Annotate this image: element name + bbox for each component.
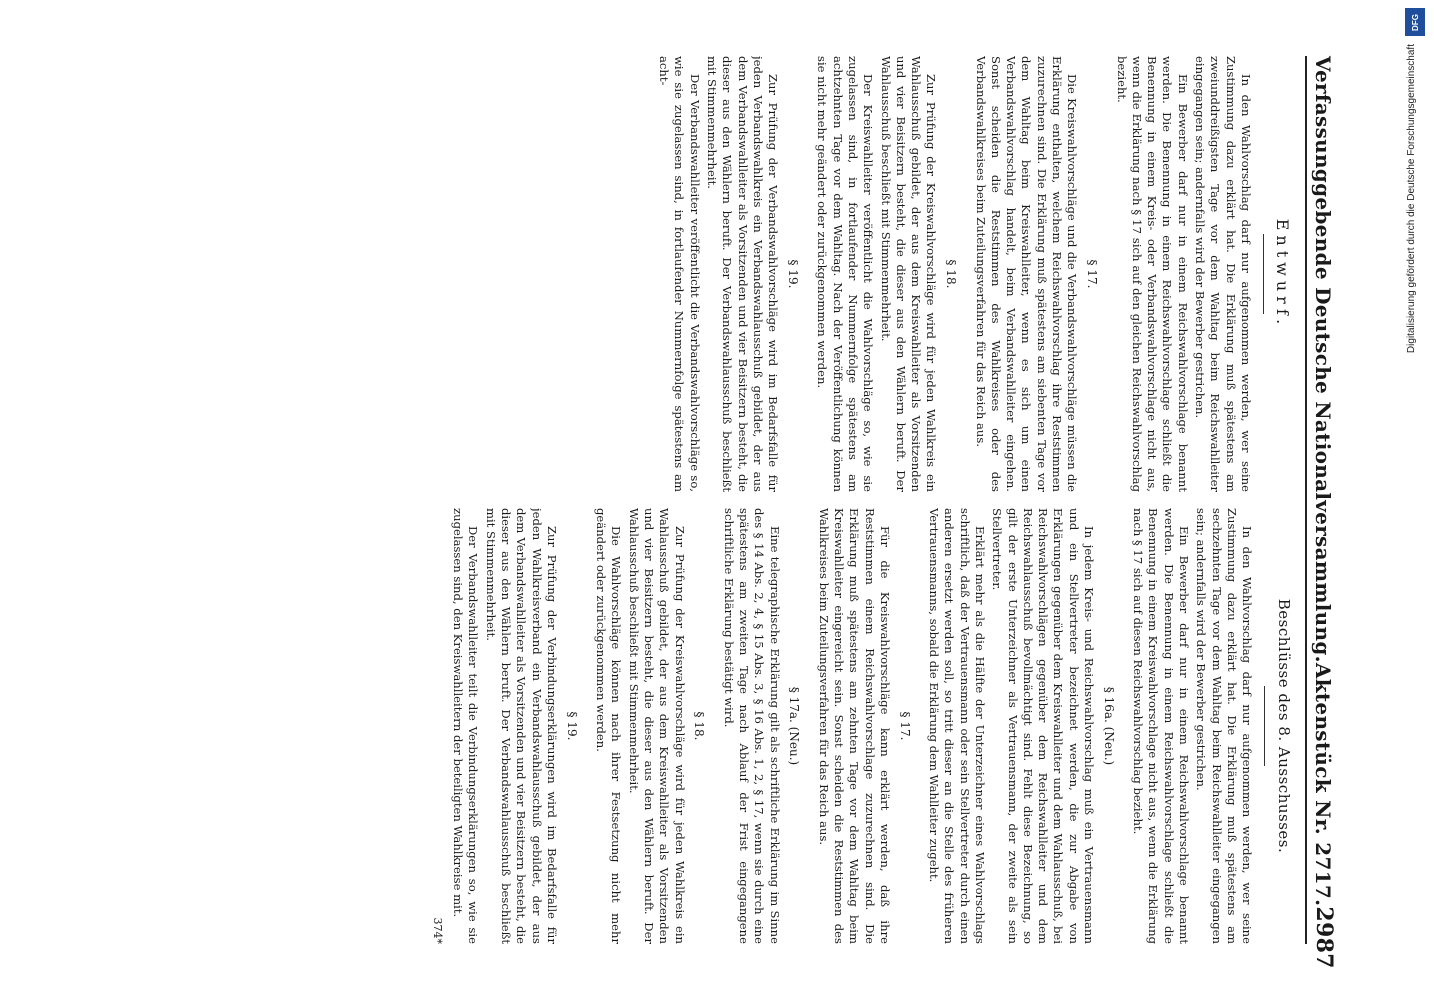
left-column-heading: Entwurf. [1273,218,1292,330]
page-number: 2987 [1311,906,1337,969]
paragraph: Ein Bewerber darf nur in einem Reichswahlvorschlage benannt werden. Die Benennung in einem Reichswahlvorschlage schließt die Benennung in einem Kreis- oder Verbandswahlvorschlage nicht aus, wenn die Erklärung nach § 17 sich auf den gleichen Reichswahlvorschlag bezieht. [1114,56,1190,492]
section-number: § 18. [944,259,959,289]
paragraph: Zur Prüfung der Kreiswahlvorschläge wird für jeden Wahlkreis ein Wahlausschuß gebildet, der aus dem Kreiswahlleiter als Vorsitzenden und vier Beisitzern besteht, die dieser aus den Wählern beruft. Der Wahlausschuß beschließt mit Stimmenmehrheit. [626,508,687,944]
paragraph: In den Wahlvorschlag darf nur aufgenommen werden, wer seine Zustimmung dazu erklärt hat. Die Erklärung muß spätestens am zweiunddreißigsten Tage vor dem Wahltag beim Reichswahlleiter eingegangen sein; andernfalls wird der Bewerber gestrichen. [1193,56,1253,492]
left-column [47,56,1297,492]
section-number: § 18. [692,711,707,741]
header-left: Verfassunggebende Deutsche Nationalversammlung. [1311,56,1335,663]
paragraph: Zur Prüfung der Verbandswahlvorschläge wird im Bedarfsfalle für jeden Verbandswahlkreis ein Verbandswahlausschuß gebildet, der aus dem Verbandswahlleiter als Vorsitzenden und vier Beisitzern besteht, die dieser aus den Wählern beruft. Der Verbandswahlausschuß beschließt mit Stimmenmehrheit. [705,56,781,492]
paragraph: Die Kreiswahlvorschläge und die Verbandswahlvorschläge müssen die Erklärung enthalten, welchem Reichswahlvorschlag ihre Reststimmen zuzurechnen sind. Die Erklärung muß spätestens am siebenten Tage vor dem Wahltag beim Kreiswahlleiter, wenn es sich um einen Verbandswahlvorschlag handelt, beim Verbandswahlleiter eingehen. Sonst scheiden die Reststimmen des Wahlkreises oder des Verbandswahlkreises beim Zuteilungsverfahren für das Reich aus. [973,56,1080,492]
paragraph: Der Kreiswahlleiter veröffentlicht die Wahlvorschläge so, wie sie zugelassen sind, in fortlaufender Nummernfolge spätestens am achtzehnten Tage vor dem Wahltag. Nach der Veröffentlichung können sie nicht mehr geändert oder zurückgenommen werden. [815,56,876,492]
section-number: § 17a. (Neu.) [787,686,802,766]
paragraph: Der Verbandswahlleiter veröffentlicht die Verbandswahlvorschläge so, wie sie zugelassen sind, in fortlaufender Nummernfolge spätestens am acht- [657,56,702,492]
paragraph: Der Verbandswahlleiter teilt die Verbindungserklärungen so, wie sie zugelassen sind, den Kreiswahlleitern der beteiligten Wahlkreise mit. [451,508,481,944]
page-header [1305,56,1337,969]
paragraph: Erklärt mehr als die Hälfte der Unterzeichner eines Wahlvorschlags schriftlich, daß der Vertrauensmann oder sein Stellvertreter durch einen anderen ersetzt werden soll, so tritt dieser an die Stelle des früheren Vertrauensmanns, sobald die Erklärung dem Wahlleiter zugeht. [927,508,987,944]
paragraph: Für die Kreiswahlvorschläge kann erklärt werden, daß ihre Reststimmen einem Reichswahlvorschlage zuzurechnen sind. Die Erklärung muß spätestens am zehnten Tage vor dem Wahltag beim Kreiswahlleiter eingereicht sein. Sonst scheiden die Reststimmen des Wahlkreises beim Zuteilungsverfahren für das Reich aus. [816,508,892,944]
right-column-heading: Beschlüsse des 8. Ausschusses. [1275,598,1293,854]
paragraph: Ein Bewerber darf nur in einem Reichswahlvorschlage benannt werden. Die Benennung in einem Reichswahlvorschlage schließt die Benennung in einem Kreiswahlvorschlage nicht aus, wenn die Erklärung nach § 17 sich auf diesen Reichswahlvorschlag bezieht. [1131,508,1192,944]
section-number: § 17. [1085,259,1100,289]
digitization-sidebar [1402,8,1428,992]
paragraph: In jedem Kreis- und Reichswahlvorschlag muß ein Vertrauensmann und ein Stellvertreter bezeichnet werden, die zur Abgabe von Erklärungen gegenüber dem Kreiswahlleiter und dem Wahlausschuß, bei Reichswahlvorschlägen gegenüber dem Reichswahlleiter und dem Reichswahlausschuß bevollmächtigt sind. Fehlt diese Bezeichnung, so gilt der erste Unterzeichner als Vertrauensmann, der zweite als sein Stellvertreter. [990,508,1096,944]
digitization-credit: Digitalisierung gefördert durch die Deutsche Forschungsgemeinschaft [1406,44,1417,354]
divider [1264,686,1265,766]
paragraph: Eine telegraphische Erklärung gilt als schriftliche Erklärung im Sinne des § 14 Abs. 2, 4, § 15 Abs. 3, § 16 Abs. 1, 2, § 17, wenn sie durch eine spätestens am zweiten Tage nach Ablauf der Frist eingegangene schriftliche Erklärung bestätigt wird. [721,508,782,944]
paragraph: Die Wahlvorschläge können nach ihrer Festsetzung nicht mehr geändert oder zurückgenommen werden. [594,508,624,944]
document-page [17,30,1357,970]
section-number: § 19. [564,711,579,741]
section-number: § 16a. (Neu.) [1101,686,1116,766]
section-number: § 19. [786,259,801,289]
header-center: Aktenstück Nr. 2717. [1311,662,1335,907]
paragraph: Zur Prüfung der Verbindungserklärungen wird im Bedarfsfalle für jeden Wahlkreisverband ein Verbandswahlausschuß gebildet, der aus dem Verbandswahlleiter als Vorsitzenden und vier Beisitzern besteht, die dieser aus den Wählern beruft. Der Verbandswahlausschuß beschließt mit Stimmenmehrheit. [483,508,559,944]
paragraph: In den Wahlvorschlag darf nur aufgenommen werden, wer seine Zustimmung dazu erklärt hat. Die Erklärung muß spätestens am sechzehnten Tage vor dem Wahltag beim Reichswahlleiter eingegangen sein; andernfalls wird der Bewerber gestrichen. [1194,508,1255,944]
paragraph: Zur Prüfung der Kreiswahlvorschläge wird für jeden Wahlkreis ein Wahlausschuß gebildet, der aus dem Kreiswahlleiter als Vorsitzenden und vier Beisitzern besteht, die dieser aus den Wählern beruft. Der Wahlausschuß beschließt mit Stimmenmehrheit. [878,56,939,492]
right-column [47,508,1297,944]
section-number: § 17. [897,711,912,741]
dfg-logo: DFG [1405,8,1425,36]
divider [1263,234,1264,314]
footnote-mark: 374* [430,917,444,944]
